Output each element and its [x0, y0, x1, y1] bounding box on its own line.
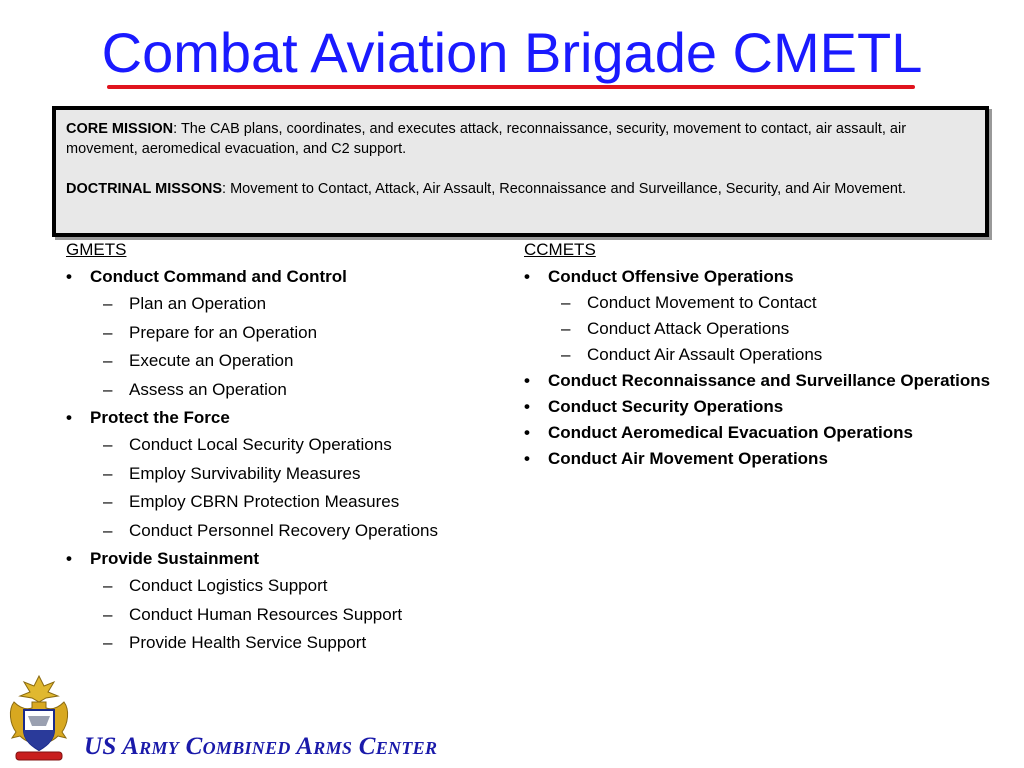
gmets-sub-item-label: Prepare for an Operation — [129, 322, 318, 342]
ccmets-item-label: Conduct Air Movement Operations — [548, 449, 828, 468]
gmets-item — [66, 407, 506, 428]
gmets-sub-item — [66, 379, 506, 400]
gmets-sub-item-label: Conduct Local Security Operations — [129, 435, 392, 454]
ccmets-sub-item-label: Conduct Air Assault Operations — [587, 345, 823, 364]
core-mission-paragraph — [66, 119, 975, 159]
core-mission-text: : The CAB plans, coordinates, and executes attack, reconnaissance, security, movement to contact, air assault, air movement, aeromedical evacuation, and C2 support. — [66, 121, 907, 157]
dash-icon: – — [103, 604, 113, 624]
cac-crest-icon — [6, 672, 72, 764]
doctrinal-missions-label: DOCTRINAL MISSONS — [66, 181, 223, 197]
ccmets-sub-item-label: Conduct Attack Operations — [587, 319, 790, 338]
ccmets-item-label: Conduct Offensive Operations — [548, 267, 794, 286]
title-underline — [107, 85, 915, 89]
gmets-item — [66, 548, 506, 569]
gmets-item — [66, 266, 506, 287]
ccmets-column — [524, 240, 994, 474]
gmets-sub-item-label: Plan an Operation — [129, 294, 267, 313]
gmets-sub-item — [66, 520, 506, 541]
dash-icon: – — [561, 319, 571, 338]
gmets-heading: GMETS — [66, 240, 127, 259]
gmets-item-label: Protect the Force — [90, 408, 230, 427]
gmets-sub-item — [66, 604, 506, 625]
gmets-sub-item — [66, 575, 506, 596]
dash-icon: – — [103, 576, 113, 595]
ccmets-heading: CCMETS — [524, 240, 596, 259]
gmets-item-label: Conduct Command and Control — [90, 267, 347, 286]
gmets-sub-item-label: Conduct Logistics Support — [129, 576, 328, 595]
ccmets-item — [524, 266, 994, 287]
ccmets-sub-item — [524, 318, 994, 339]
dash-icon: – — [103, 520, 113, 540]
ccmets-sub-item — [524, 292, 994, 313]
dash-icon: – — [103, 492, 113, 511]
gmets-sub-item-label: Employ CBRN Protection Measures — [129, 492, 400, 511]
ccmets-item — [524, 396, 994, 417]
gmets-sub-item — [66, 434, 506, 455]
core-mission-label: CORE MISSION — [66, 121, 174, 137]
gmets-sub-item — [66, 350, 506, 371]
dash-icon: – — [103, 379, 113, 399]
dash-icon: – — [103, 294, 113, 313]
gmets-sub-item-label: Assess an Operation — [129, 379, 287, 399]
mission-box — [52, 106, 989, 237]
gmets-sub-item-label: Conduct Personnel Recovery Operations — [129, 520, 438, 540]
gmets-sub-item-label: Employ Survivability Measures — [129, 463, 361, 483]
dash-icon: – — [103, 351, 113, 370]
gmets-sub-item-label: Provide Health Service Support — [129, 633, 367, 652]
dash-icon: – — [103, 322, 113, 342]
bullet-icon: • — [524, 449, 530, 468]
gmets-sub-item — [66, 463, 506, 484]
bullet-icon: • — [524, 397, 530, 416]
gmets-sub-item — [66, 293, 506, 314]
dash-icon: – — [103, 435, 113, 454]
gmets-sub-item-label: Execute an Operation — [129, 351, 294, 370]
org-name: US Army Combined Arms Center — [84, 733, 438, 760]
gmets-sub-item — [66, 632, 506, 653]
ccmets-item-label: Conduct Reconnaissance and Surveillance Operations — [548, 371, 991, 390]
ccmets-sub-item-label: Conduct Movement to Contact — [587, 293, 817, 312]
ccmets-sub-item — [524, 344, 994, 365]
gmets-sub-item — [66, 322, 506, 343]
gmets-sub-item — [66, 491, 506, 512]
gmets-item-label: Provide Sustainment — [90, 549, 260, 568]
doctrinal-missions-paragraph — [66, 179, 975, 199]
ccmets-item — [524, 422, 994, 443]
ccmets-item-label: Conduct Security Operations — [548, 397, 784, 416]
doctrinal-missions-text: : Movement to Contact, Attack, Air Assault, Reconnaissance and Surveillance, Security, and Air Movement. — [222, 181, 907, 197]
bullet-icon: • — [524, 267, 530, 286]
bullet-icon: • — [66, 267, 72, 286]
bullet-icon: • — [66, 408, 72, 427]
dash-icon: – — [561, 293, 571, 312]
dash-icon: – — [103, 463, 113, 483]
dash-icon: – — [561, 345, 571, 364]
bullet-icon: • — [524, 371, 530, 390]
ccmets-item-label: Conduct Aeromedical Evacuation Operations — [548, 423, 913, 442]
ccmets-item — [524, 370, 994, 391]
slide-title: Combat Aviation Brigade CMETL — [101, 21, 923, 84]
gmets-column — [66, 240, 506, 661]
dash-icon: – — [103, 633, 113, 652]
bullet-icon: • — [524, 423, 530, 442]
ccmets-item — [524, 448, 994, 469]
bullet-icon: • — [66, 549, 72, 568]
gmets-sub-item-label: Conduct Human Resources Support — [129, 604, 403, 624]
